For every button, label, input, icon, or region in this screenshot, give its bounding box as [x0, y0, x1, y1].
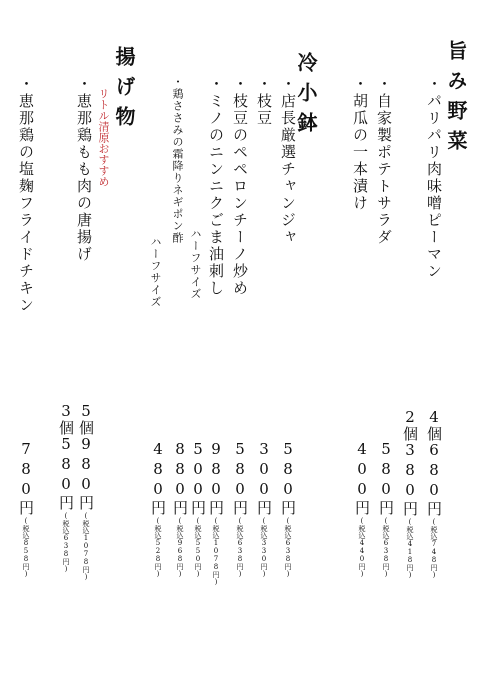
price-entry: [58, 402, 74, 573]
menu-item: ・自家製ポテトサラダ: [375, 76, 393, 246]
price: 580円: [377, 440, 395, 517]
price: 880円: [171, 440, 189, 517]
price: 300円: [255, 440, 273, 517]
price-entry: [232, 440, 248, 578]
price-entry: [78, 402, 94, 581]
heading-agemono: 揚げ物: [112, 46, 136, 136]
price: 500円: [189, 440, 207, 517]
menu-item: ・鶏ささみの霜降りネギポン酢: [171, 76, 184, 244]
price: 580円: [57, 435, 75, 512]
menu-item: ・パリパリ肉味噌ピーマン: [425, 76, 443, 280]
tax-included-price: (税込638円): [382, 517, 390, 578]
price: 480円: [149, 440, 167, 517]
price-entry: [256, 440, 272, 578]
menu-item: ・恵那鶏の塩麹フライドチキン: [17, 76, 35, 314]
tax-included-price: (税込968円): [176, 517, 184, 578]
price-entry: [402, 408, 418, 579]
price-entry: [354, 440, 370, 578]
price: 580円: [231, 440, 249, 517]
tax-included-price: (税込440円): [358, 517, 366, 578]
quantity-prefix: 2個: [401, 408, 419, 441]
price-entry: [426, 408, 442, 579]
price: 380円: [401, 441, 419, 518]
price-entry: [190, 440, 206, 578]
tax-included-price: (税込528円): [154, 517, 162, 578]
price: 980円: [77, 435, 95, 512]
quantity-prefix: 5個: [77, 402, 95, 435]
menu-item: ・枝豆のペペロンチーノ炒め: [231, 76, 249, 297]
heading-umami-yasai: 旨み野菜: [444, 40, 468, 160]
menu-item: ・恵那鶏もも肉の唐揚げ: [75, 76, 93, 263]
tax-included-price: (税込330円): [260, 517, 268, 578]
tax-included-price: (税込638円): [62, 512, 70, 573]
price-entry: [172, 440, 188, 578]
tax-included-price: (税込858円): [22, 517, 30, 578]
tax-included-price: (税込1078円): [82, 512, 90, 581]
tax-included-price: (税込748円): [430, 518, 438, 579]
half-size-label: ハーフサイズ: [149, 236, 162, 308]
menu-item: ・枝豆: [255, 76, 273, 127]
heading-kobachi: 冷小鉢: [294, 52, 318, 142]
menu-item: ・胡瓜の一本漬け: [351, 76, 369, 212]
price: 980円: [207, 440, 225, 517]
half-size-label: ハーフサイズ: [189, 228, 202, 300]
price-entry: [18, 440, 34, 578]
tax-included-price: (税込638円): [284, 517, 292, 578]
menu-item: ・ミノのニンニクごま油刺し: [207, 76, 225, 297]
price: 780円: [17, 440, 35, 517]
menu-item: ・店長厳選チャンジャ: [279, 76, 297, 246]
price: 580円: [279, 440, 297, 517]
quantity-prefix: 3個: [57, 402, 75, 435]
price-entry: [280, 440, 296, 578]
price-entry: [208, 440, 224, 586]
tax-included-price: (税込638円): [236, 517, 244, 578]
price: 400円: [353, 440, 371, 517]
tax-included-price: (税込1078円): [212, 517, 220, 586]
price-entry: [378, 440, 394, 578]
price-entry: [150, 440, 166, 578]
quantity-prefix: 4個: [425, 408, 443, 441]
tax-included-price: (税込418円): [406, 518, 414, 579]
tax-included-price: (税込550円): [194, 517, 202, 578]
recommend-label: リトル清原おすすめ: [97, 88, 110, 187]
price: 680円: [425, 441, 443, 518]
